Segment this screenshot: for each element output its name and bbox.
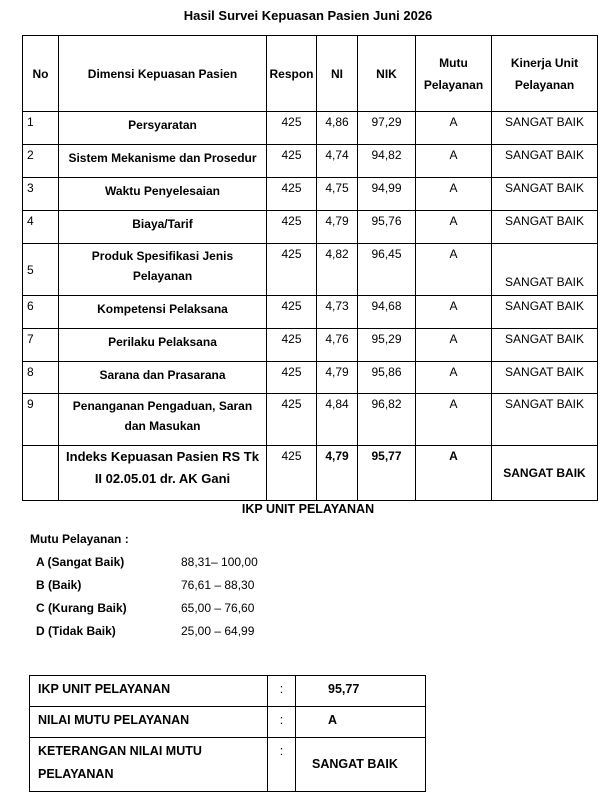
row-kinerja: SANGAT BAIK — [492, 329, 598, 362]
legend-label: C (Kurang Baik) — [36, 601, 127, 615]
row-mutu: A — [416, 178, 492, 211]
row-no: 2 — [23, 145, 59, 178]
row-nik: 97,29 — [358, 112, 416, 145]
row-kinerja: SANGAT BAIK — [492, 112, 598, 145]
summary-table-row — [30, 738, 426, 792]
mutu-legend-title: Mutu Pelayanan : — [30, 532, 129, 546]
row-ni: 4,74 — [317, 145, 358, 178]
row-kinerja: SANGAT BAIK — [492, 211, 598, 244]
row-mutu: A — [416, 362, 492, 394]
table-row — [23, 394, 598, 446]
legend-item — [36, 601, 258, 624]
row-nik: 96,45 — [358, 244, 416, 296]
legend-label: A (Sangat Baik) — [36, 555, 125, 569]
summary-respon: 425 — [267, 446, 317, 501]
row-no: 8 — [23, 362, 59, 394]
summary-key: IKP UNIT PELAYANAN — [30, 676, 268, 707]
row-ni: 4,82 — [317, 244, 358, 296]
row-kinerja: SANGAT BAIK — [492, 362, 598, 394]
row-nik: 94,99 — [358, 178, 416, 211]
header-mutu: Mutu Pelayanan — [416, 36, 492, 112]
row-respon: 425 — [267, 145, 317, 178]
legend-range: 88,31– 100,00 — [181, 555, 258, 569]
row-mutu: A — [416, 329, 492, 362]
header-no: No — [23, 36, 59, 112]
table-row — [23, 362, 598, 394]
row-respon: 425 — [267, 394, 317, 446]
row-mutu: A — [416, 112, 492, 145]
row-respon: 425 — [267, 362, 317, 394]
table-row — [23, 296, 598, 329]
row-nik: 95,29 — [358, 329, 416, 362]
row-dimensi: Produk Spesifikasi Jenis Pelayanan — [59, 244, 267, 296]
legend-item — [36, 624, 258, 647]
summary-nik: 95,77 — [358, 446, 416, 501]
legend-range: 76,61 – 88,30 — [181, 578, 255, 592]
row-no: 9 — [23, 394, 59, 446]
summary-row — [23, 446, 598, 501]
row-dimensi: Sistem Mekanisme dan Prosedur — [59, 145, 267, 178]
row-respon: 425 — [267, 244, 317, 296]
row-kinerja: SANGAT BAIK — [492, 244, 598, 296]
survey-table — [22, 35, 598, 501]
summary-value: A — [296, 707, 426, 738]
summary-key: KETERANGAN NILAI MUTU PELAYANAN — [30, 738, 268, 792]
row-nik: 94,68 — [358, 296, 416, 329]
header-dimensi: Dimensi Kepuasan Pasien — [59, 36, 267, 112]
row-ni: 4,86 — [317, 112, 358, 145]
row-dimensi: Biaya/Tarif — [59, 211, 267, 244]
row-no: 4 — [23, 211, 59, 244]
row-mutu: A — [416, 394, 492, 446]
summary-table-row — [30, 676, 426, 707]
legend-range: 65,00 – 76,60 — [181, 601, 255, 615]
row-dimensi: Waktu Penyelesaian — [59, 178, 267, 211]
table-row — [23, 329, 598, 362]
summary-value: SANGAT BAIK — [296, 738, 426, 792]
legend-range: 25,00 – 64,99 — [181, 624, 255, 638]
table-row — [23, 211, 598, 244]
summary-value: 95,77 — [296, 676, 426, 707]
row-respon: 425 — [267, 211, 317, 244]
legend-item — [36, 578, 258, 601]
legend-item — [36, 555, 258, 578]
row-no: 6 — [23, 296, 59, 329]
row-respon: 425 — [267, 329, 317, 362]
row-dimensi: Penanganan Pengaduan, Saran dan Masukan — [59, 394, 267, 446]
row-dimensi: Perilaku Pelaksana — [59, 329, 267, 362]
row-ni: 4,79 — [317, 211, 358, 244]
row-dimensi: Sarana dan Prasarana — [59, 362, 267, 394]
ikp-summary-table — [29, 675, 426, 792]
header-ni: NI — [317, 36, 358, 112]
row-kinerja: SANGAT BAIK — [492, 145, 598, 178]
page-title: Hasil Survei Kepuasan Pasien Juni 2026 — [183, 8, 433, 23]
row-mutu: A — [416, 145, 492, 178]
row-mutu: A — [416, 296, 492, 329]
row-no: 7 — [23, 329, 59, 362]
row-nik: 94,82 — [358, 145, 416, 178]
row-respon: 425 — [267, 178, 317, 211]
table-header-row — [23, 36, 598, 112]
row-kinerja: SANGAT BAIK — [492, 296, 598, 329]
summary-kinerja: SANGAT BAIK — [492, 446, 598, 501]
summary-dimensi: Indeks Kepuasan Pasien RS Tk II 02.05.01 dr. AK Gani — [59, 446, 267, 501]
row-respon: 425 — [267, 296, 317, 329]
table-row — [23, 112, 598, 145]
summary-mutu: A — [416, 446, 492, 501]
row-ni: 4,73 — [317, 296, 358, 329]
legend-label: D (Tidak Baik) — [36, 624, 116, 638]
row-kinerja: SANGAT BAIK — [492, 178, 598, 211]
header-kinerja: Kinerja Unit Pelayanan — [492, 36, 598, 112]
ikp-heading: IKP UNIT PELAYANAN — [241, 502, 375, 516]
row-nik: 96,82 — [358, 394, 416, 446]
header-nik: NIK — [358, 36, 416, 112]
mutu-legend — [36, 555, 258, 647]
summary-separator: : — [268, 738, 296, 792]
row-mutu: A — [416, 244, 492, 296]
summary-ni: 4,79 — [317, 446, 358, 501]
header-respon: Respon — [267, 36, 317, 112]
row-ni: 4,79 — [317, 362, 358, 394]
row-no — [23, 446, 59, 501]
summary-table-row — [30, 707, 426, 738]
row-ni: 4,75 — [317, 178, 358, 211]
row-dimensi: Persyaratan — [59, 112, 267, 145]
row-no: 3 — [23, 178, 59, 211]
row-ni: 4,84 — [317, 394, 358, 446]
row-kinerja: SANGAT BAIK — [492, 394, 598, 446]
table-row — [23, 178, 598, 211]
summary-separator: : — [268, 676, 296, 707]
row-ni: 4,76 — [317, 329, 358, 362]
row-mutu: A — [416, 211, 492, 244]
table-row — [23, 244, 598, 296]
row-no: 1 — [23, 112, 59, 145]
summary-separator: : — [268, 707, 296, 738]
row-dimensi: Kompetensi Pelaksana — [59, 296, 267, 329]
legend-label: B (Baik) — [36, 578, 82, 592]
row-no: 5 — [23, 244, 59, 296]
table-row — [23, 145, 598, 178]
row-nik: 95,86 — [358, 362, 416, 394]
summary-key: NILAI MUTU PELAYANAN — [30, 707, 268, 738]
row-nik: 95,76 — [358, 211, 416, 244]
row-respon: 425 — [267, 112, 317, 145]
